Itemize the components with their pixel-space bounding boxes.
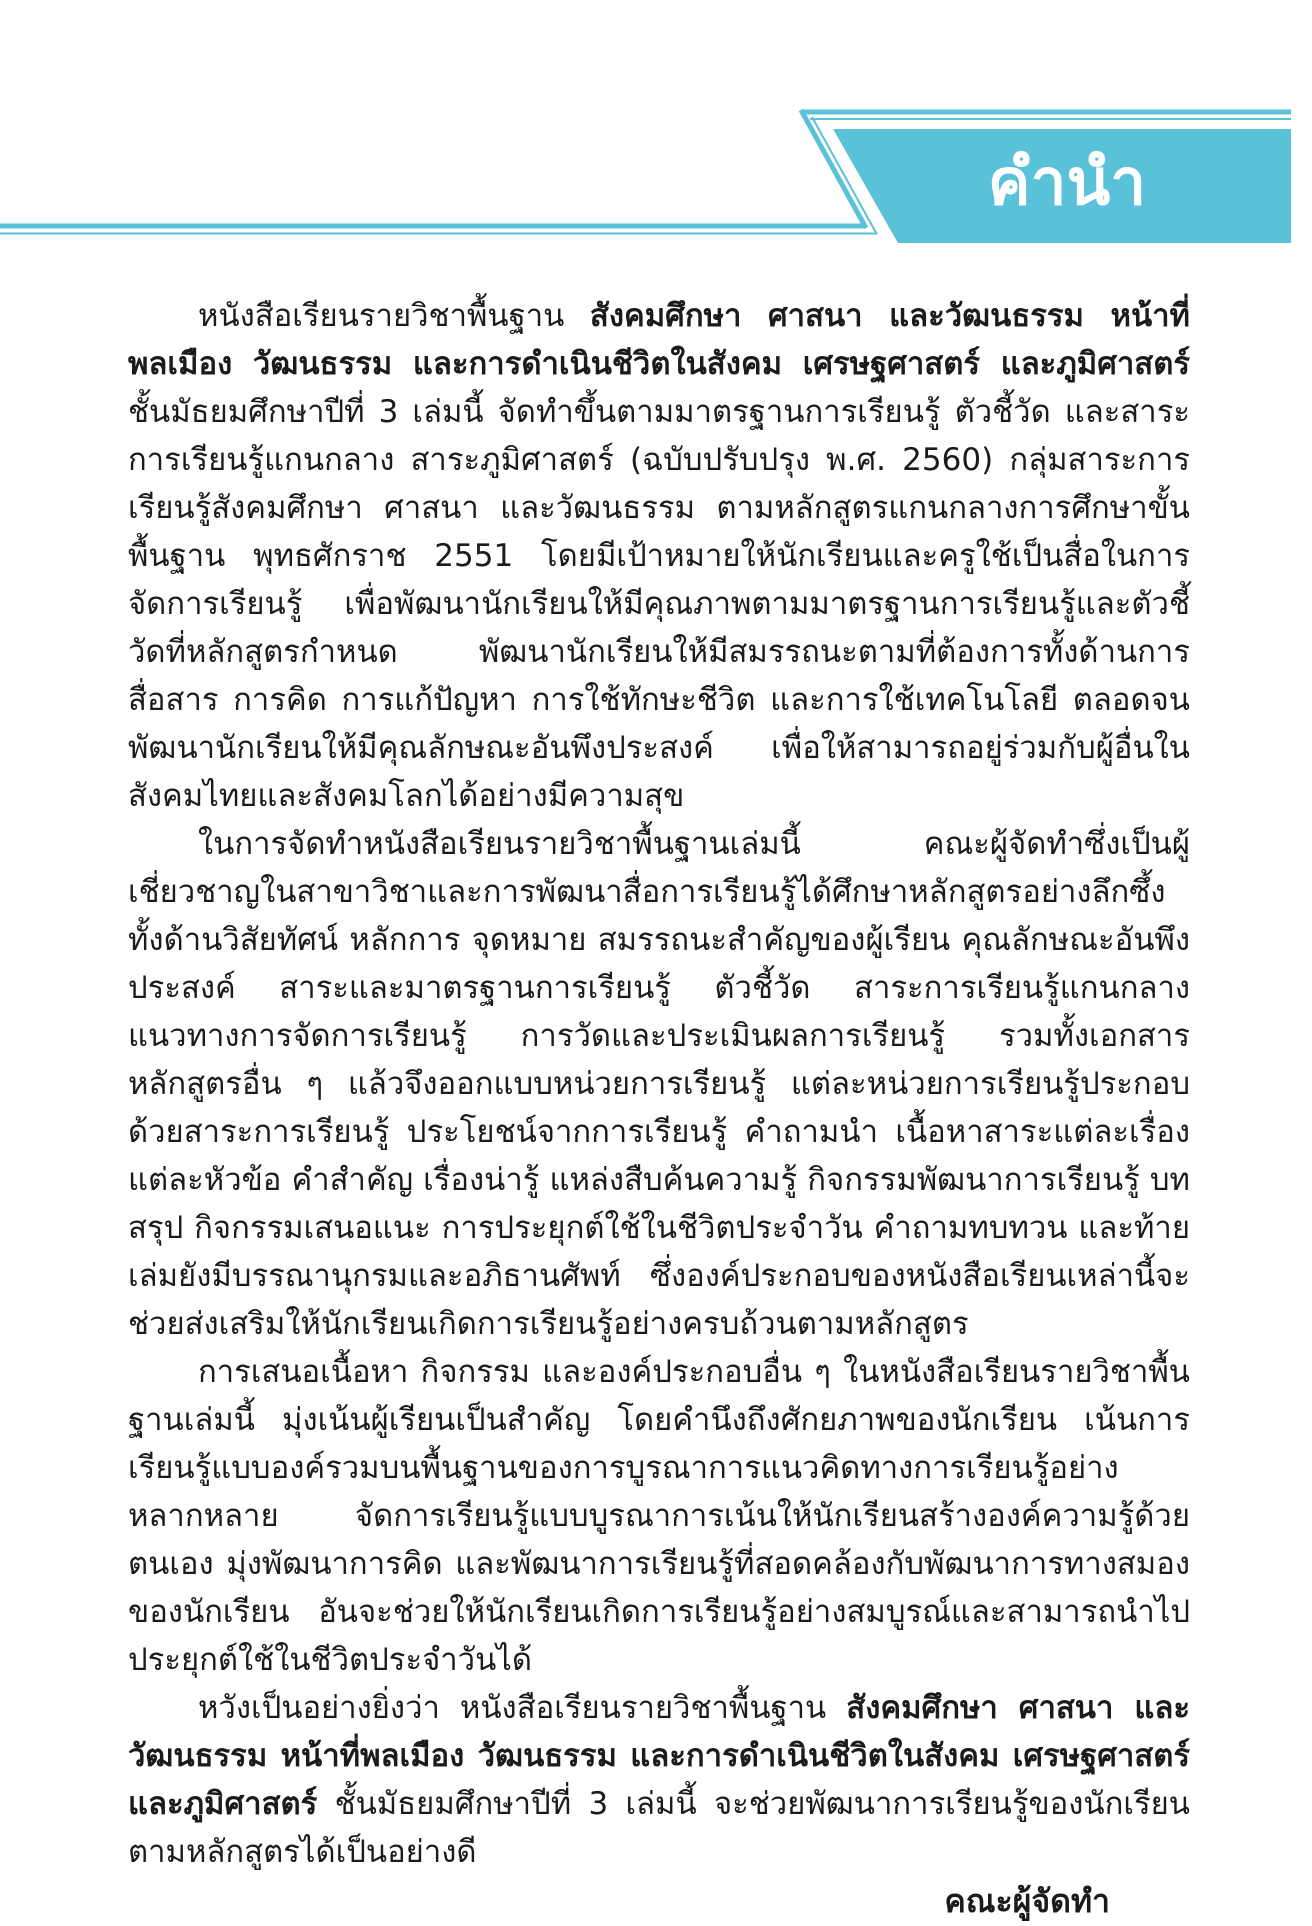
page-title: คำนำ	[987, 146, 1147, 220]
preface-paragraph	[128, 1684, 1190, 1876]
preface-paragraph	[128, 820, 1190, 1348]
title-banner-label-box	[843, 129, 1291, 243]
paragraph-segment: การเสนอเนื้อหา กิจกรรม และองค์ประกอบอื่น ๆ ในหนังสือเรียนรายวิชาพื้นฐานเล่มนี้ มุ่งเน้นผู้เรียนเป็นสำคัญ โดยคำนึงถึงศักยภาพของนักเรียน เน้นการเรียนรู้แบบองค์รวมบนพื้นฐานของการบูรณาการแนวคิดทางการเรียนรู้อย่างหลากหลาย จัดการเรียนรู้แบบบูรณาการเน้นให้นักเรียนสร้างองค์ความรู้ด้วยตนเอง มุ่งพัฒนาการคิด และพัฒนาการเรียนรู้ที่สอดคล้องกับพัฒนาการทางสมองของนักเรียน อันจะช่วยให้นักเรียนเกิดการเรียนรู้อย่างสมบูรณ์และสามารถนำไปประยุกต์ใช้ในชีวิตประจำวันได้	[128, 1354, 1190, 1678]
paragraph-segment: หวังเป็นอย่างยิ่งว่า หนังสือเรียนรายวิชาพื้นฐาน	[198, 1690, 847, 1726]
preface-paragraph	[128, 292, 1190, 820]
preface-paragraphs	[128, 292, 1190, 1876]
preface-paragraph	[128, 1348, 1190, 1684]
paragraph-segment: ในการจัดทำหนังสือเรียนรายวิชาพื้นฐานเล่มนี้ คณะผู้จัดทำซึ่งเป็นผู้เชี่ยวชาญในสาขาวิชาและการพัฒนาสื่อการเรียนรู้ได้ศึกษาหลักสูตรอย่างลึกซึ้ง ทั้งด้านวิสัยทัศน์ หลักการ จุดหมาย สมรรถนะสำคัญของผู้เรียน คุณลักษณะอันพึงประสงค์ สาระและมาตรฐานการเรียนรู้ ตัวชี้วัด สาระการเรียนรู้แกนกลาง แนวทางการจัดการเรียนรู้ การวัดและประเมินผลการเรียนรู้ รวมทั้งเอกสารหลักสูตรอื่น ๆ แล้วจึงออกแบบหน่วยการเรียนรู้ แต่ละหน่วยการเรียนรู้ประกอบด้วยสาระการเรียนรู้ ประโยชน์จากการเรียนรู้ คำถามนำ เนื้อหาสาระแต่ละเรื่องแต่ละหัวข้อ คำสำคัญ เรื่องน่ารู้ แหล่งสืบค้นความรู้ กิจกรรมพัฒนาการเรียนรู้ บทสรุป กิจกรรมเสนอแนะ การประยุกต์ใช้ในชีวิตประจำวัน คำถามทบทวน และท้ายเล่มยังมีบรรณานุกรมและอภิธานศัพท์ ซึ่งองค์ประกอบของหนังสือเรียนเหล่านี้จะช่วยส่งเสริมให้นักเรียนเกิดการเรียนรู้อย่างครบถ้วนตามหลักสูตร	[128, 826, 1190, 1342]
preface-body	[128, 292, 1190, 1926]
paragraph-segment: หนังสือเรียนรายวิชาพื้นฐาน	[198, 298, 590, 334]
paragraph-segment: ชั้นมัธยมศึกษาปีที่ 3 เล่มนี้ จะช่วยพัฒนาการเรียนรู้ของนักเรียนตามหลักสูตรได้เป็นอย่างดี	[128, 1786, 1190, 1870]
paragraph-segment: ชั้นมัธยมศึกษาปีที่ 3 เล่มนี้ จัดทำขึ้นตามมาตรฐานการเรียนรู้ ตัวชี้วัด และสาระการเรียนรู้แกนกลาง สาระภูมิศาสตร์ (ฉบับปรับปรุง พ.ศ. 2560) กลุ่มสาระการเรียนรู้สังคมศึกษา ศาสนา และวัฒนธรรม ตามหลักสูตรแกนกลางการศึกษาขั้นพื้นฐาน พุทธศักราช 2551 โดยมีเป้าหมายให้นักเรียนและครูใช้เป็นสื่อในการจัดการเรียนรู้ เพื่อพัฒนานักเรียนให้มีคุณภาพตามมาตรฐานการเรียนรู้และตัวชี้วัดที่หลักสูตรกำหนด พัฒนานักเรียนให้มีสมรรถนะตามที่ต้องการทั้งด้านการสื่อสาร การคิด การแก้ปัญหา การใช้ทักษะชีวิต และการใช้เทคโนโลยี ตลอดจนพัฒนานักเรียนให้มีคุณลักษณะอันพึงประสงค์ เพื่อให้สามารถอยู่ร่วมกับผู้อื่นในสังคมไทยและสังคมโลกได้อย่างมีความสุข	[128, 394, 1190, 814]
signature: คณะผู้จัดทำ	[944, 1882, 1110, 1920]
paragraph-segment-bold: สังคมศึกษา ศาสนา และวัฒนธรรม หน้าที่พลเมือง วัฒนธรรม และการดำเนินชีวิตในสังคม เศรษฐศาสตร์ และภูมิศาสตร์	[128, 1690, 1190, 1822]
paragraph-segment-bold: สังคมศึกษา ศาสนา และวัฒนธรรม หน้าที่พลเมือง วัฒนธรรม และการดำเนินชีวิตในสังคม เศรษฐศาสตร์ และภูมิศาสตร์	[128, 298, 1190, 382]
